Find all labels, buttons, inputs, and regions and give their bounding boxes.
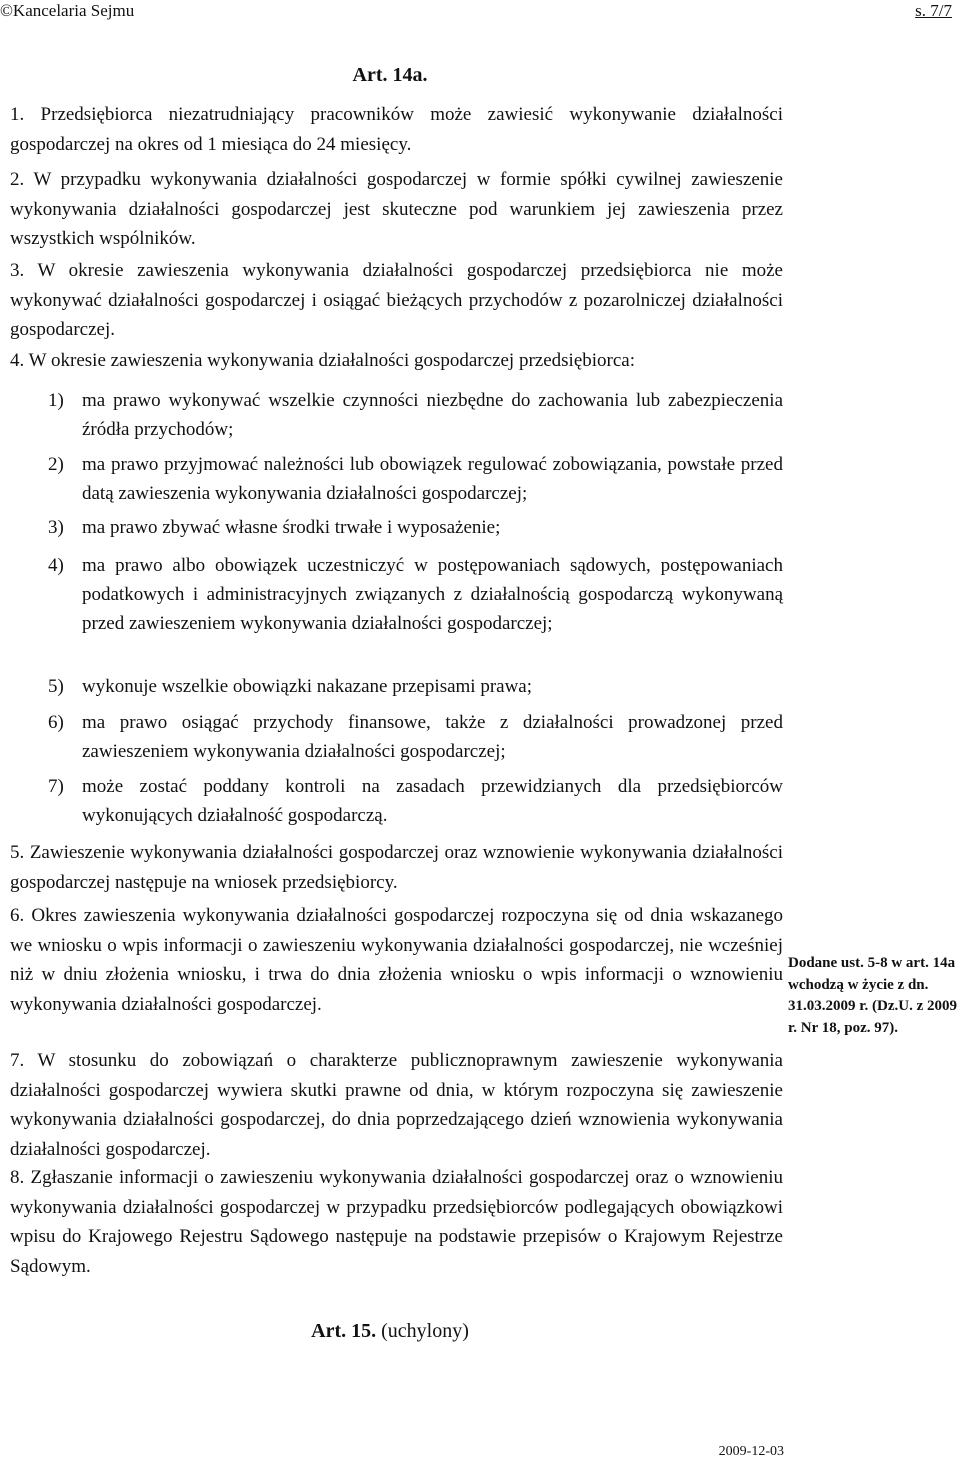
paragraph-5: 5. Zawieszenie wykonywania działalności gospodarczej oraz wznowienie wykonywania działalności gospodarczej następuje na wniosek przedsiębiorcy. [10, 842, 784, 893]
article-15-title: Art. 15. [311, 1320, 377, 1342]
page-number-link[interactable] [915, 1, 952, 21]
point-6: 6) ma prawo osiągać przychody finansowe, także z działalności prowadzonej przed zawieszeniem wykonywania działalności gospodarczej; [48, 712, 783, 762]
paragraph-7: 7. W stosunku do zobowiązań o charakterze publicznoprawnym zawieszenie wykonywania działalności gospodarczej wywiera skutki prawne od dnia, w którym rozpoczyna się zawieszenie wykonywania działalności gospodarczej, do dnia poprzedzającego dzień wznowienia wykonywania działalności gospodarczej. [10, 1050, 783, 1160]
article-15 [0, 1320, 780, 1343]
paragraph-3: 3. W okresie zawieszenia wykonywania działalności gospodarczej przedsiębiorca nie może wykonywać działalności gospodarczej i osiągać bieżących przychodów z pozarolniczej działalności gospodarczej. [10, 260, 783, 340]
point-3: 3) ma prawo zbywać własne środki trwałe i wyposażenie; [48, 517, 501, 538]
point-7: 7) może zostać poddany kontroli na zasadach przewidzianych dla przedsiębiorców wykonujących działalność gospodarczą. [48, 776, 783, 826]
amendment-margin-note: Dodane ust. 5-8 w art. 14a wchodzą w życie z dn. 31.03.2009 r. (Dz.U. z 2009 r. Nr 18, poz. 97). [788, 955, 958, 1036]
paragraph-2: 2. W przypadku wykonywania działalności gospodarczej w formie spółki cywilnej zawieszenie wykonywania działalności gospodarczej jest skuteczne pod warunkiem jej zawieszenia przez wszystkich wspólników. [10, 169, 783, 249]
point-4: 4) ma prawo albo obowiązek uczestniczyć w postępowaniach sądowych, postępowaniach podatkowych i administracyjnych związanych z działalnością gospodarczą wykonywaną przed zawieszeniem wykonywania działalności gospodarczej; [48, 555, 783, 634]
paragraph-8: 8. Zgłaszanie informacji o zawieszeniu wykonywania działalności gospodarczej oraz o wznowieniu wykonywania działalności gospodarczej w przypadku przedsiębiorców podlegających obowiązkowi wpisu do Krajowego Rejestru Sądowego następuje na podstawie przepisów o Krajowym Rejestrze Sądowym. [10, 1167, 784, 1277]
footer-date: 2009-12-03 [718, 1444, 784, 1459]
page-header [0, 0, 960, 22]
point-5: 5) wykonuje wszelkie obowiązki nakazane przepisami prawa; [48, 676, 533, 697]
page-number[interactable]: s. 7/7 [915, 1, 952, 20]
point-2: 2) ma prawo przyjmować należności lub obowiązek regulować zobowiązania, powstałe przed datą zawieszenia wykonywania działalności gospodarczej; [48, 454, 783, 504]
source-label: ©Kancelaria Sejmu [0, 1, 135, 20]
point-1: 1) ma prawo wykonywać wszelkie czynności niezbędne do zachowania lub zabezpieczenia źródła przychodów; [48, 390, 783, 440]
paragraph-1: 1. Przedsiębiorca niezatrudniający pracowników może zawiesić wykonywanie działalności gospodarczej na okres od 1 miesiąca do 24 miesięcy. [10, 104, 783, 155]
article-15-status: (uchylony) [381, 1320, 469, 1342]
paragraph-6: 6. Okres zawieszenia wykonywania działalności gospodarczej rozpoczyna się od dnia wskazanego we wniosku o wpis informacji o zawieszeniu wykonywania działalności gospodarczej, nie wcześniej niż w dniu złożenia wniosku, i trwa do dnia złożenia wniosku o wpis informacji o wznowieniu wykonywania działalności gospodarczej. [10, 905, 784, 1015]
paragraph-4: 4. W okresie zawieszenia wykonywania działalności gospodarczej przedsiębiorca: [10, 350, 636, 371]
article-14a-title: Art. 14a. [352, 64, 428, 86]
